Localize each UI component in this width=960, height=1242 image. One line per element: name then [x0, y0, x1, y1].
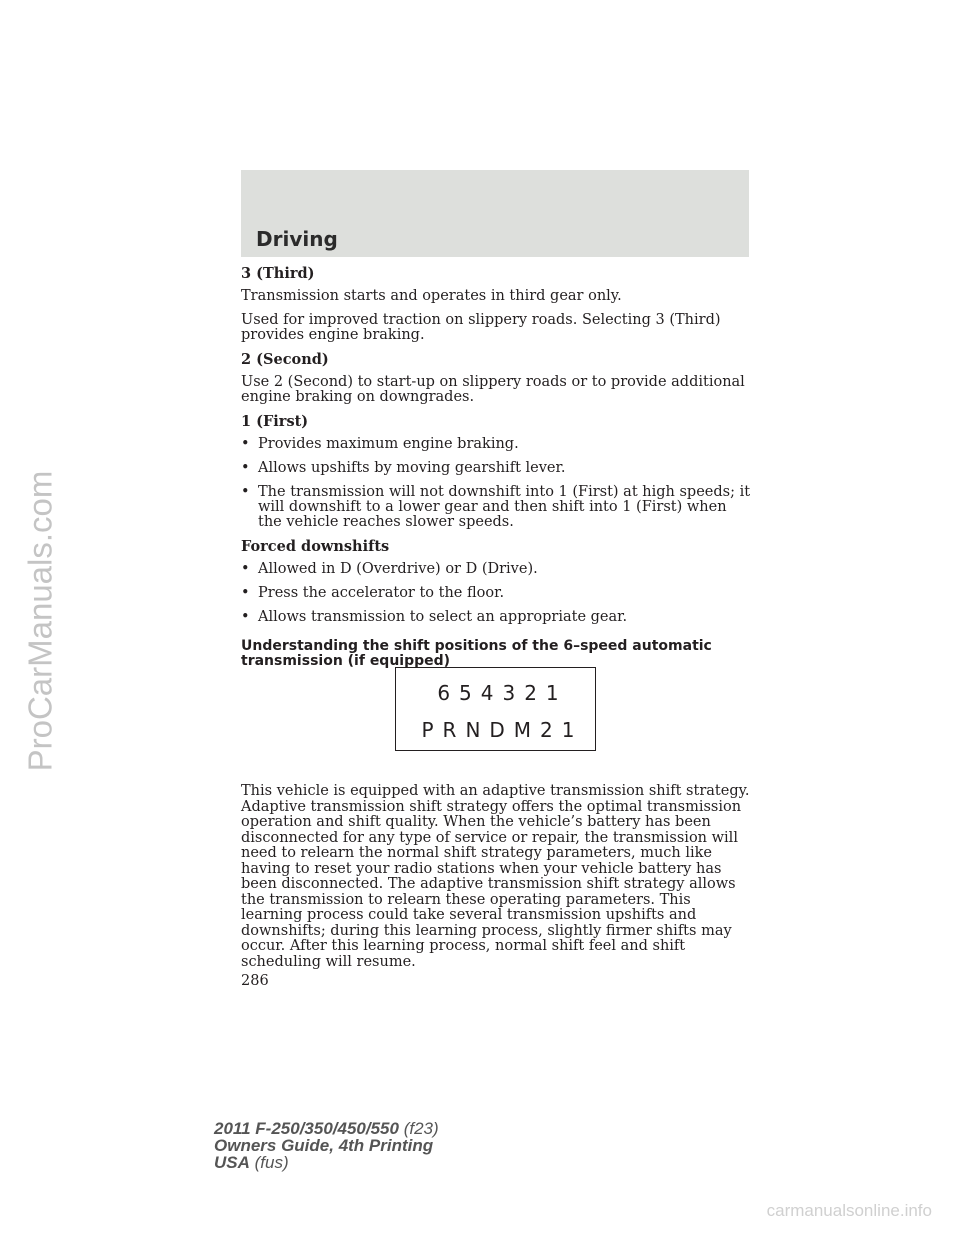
heading-first: 1 (First): [241, 413, 309, 430]
heading-third: 3 (Third): [241, 265, 315, 282]
shift-positions-row: PRNDM21: [421, 718, 584, 742]
heading-six-speed: Understanding the shift positions of the 6–speed automatic transmission (if equipped): [241, 638, 712, 669]
list-item-text: Press the accelerator to the floor.: [258, 585, 505, 601]
list-item-text: Provides maximum engine braking.: [258, 436, 519, 452]
bottom-watermark: carmanualsonline.info: [766, 1201, 932, 1220]
heading-forced-downshifts: Forced downshifts: [241, 538, 390, 555]
list-item: [241, 437, 751, 452]
list-item-text: Allows transmission to select an appropriate gear.: [258, 609, 628, 625]
list-item: [241, 485, 751, 530]
heading-second: 2 (Second): [241, 351, 329, 368]
list-item: [241, 610, 751, 625]
footer-model: 2011 F-250/350/450/550: [214, 1119, 399, 1138]
adaptive-strategy-paragraph: This vehicle is equipped with an adaptive transmission shift strategy. Adaptive transmission shift strategy offers the optimal transmission operation and shift quality. When the vehicle’s battery has been disconnected for any type of service or repair, the transmission will need to relearn the normal shift strategy parameters, much like having to reset your radio stations when your vehicle battery has been disconnected. The adaptive transmission shift strategy allows the transmission to relearn these operating parameters. This learning process could take several transmission upshifts and downshifts; during this learning process, slightly firmer shifts may occur. After this learning process, normal shift feel and shift scheduling will resume.: [241, 783, 750, 970]
bullet-icon: •: [241, 484, 250, 500]
footer-line-1: [214, 1120, 439, 1137]
list-item: [241, 461, 751, 476]
bullet-icon: •: [241, 585, 250, 601]
bullet-icon: •: [241, 609, 250, 625]
list-item: [241, 586, 751, 601]
section-title: Driving: [256, 227, 338, 251]
list-item-text: Allowed in D (Overdrive) or D (Drive).: [258, 561, 538, 577]
side-watermark-text: ProCarManuals.com: [21, 470, 58, 772]
bullet-icon: •: [241, 436, 250, 452]
footer-line-2: Owners Guide, 4th Printing: [214, 1136, 434, 1155]
list-item-text: Allows upshifts by moving gearshift lever.: [258, 460, 566, 476]
shift-positions-diagram: [395, 667, 596, 751]
paragraph: Used for improved traction on slippery roads. Selecting 3 (Third) provides engine braking.: [241, 312, 721, 343]
gear-numbers-row: 654321: [437, 681, 568, 705]
list-item-text: The transmission will not downshift into 1 (First) at high speeds; it will downshift to a lower gear and then shift into 1 (First) when the vehicle reaches slower speeds.: [258, 484, 751, 530]
footer-region: USA: [214, 1153, 250, 1172]
side-watermark: [10, 0, 70, 1242]
document-footer: [214, 1120, 439, 1171]
footer-region-code: (fus): [254, 1153, 289, 1172]
list-item: [241, 562, 751, 577]
page-number: 286: [241, 973, 269, 989]
bullet-icon: •: [241, 561, 250, 577]
footer-code: (f23): [403, 1119, 439, 1138]
footer-line-3: [214, 1154, 439, 1171]
main-content: [241, 266, 751, 669]
paragraph: Transmission starts and operates in third gear only.: [241, 288, 622, 304]
paragraph: Use 2 (Second) to start-up on slippery roads or to provide additional engine braking on downgrades.: [241, 374, 745, 405]
bullet-icon: •: [241, 460, 250, 476]
section-header-band: [241, 170, 749, 257]
